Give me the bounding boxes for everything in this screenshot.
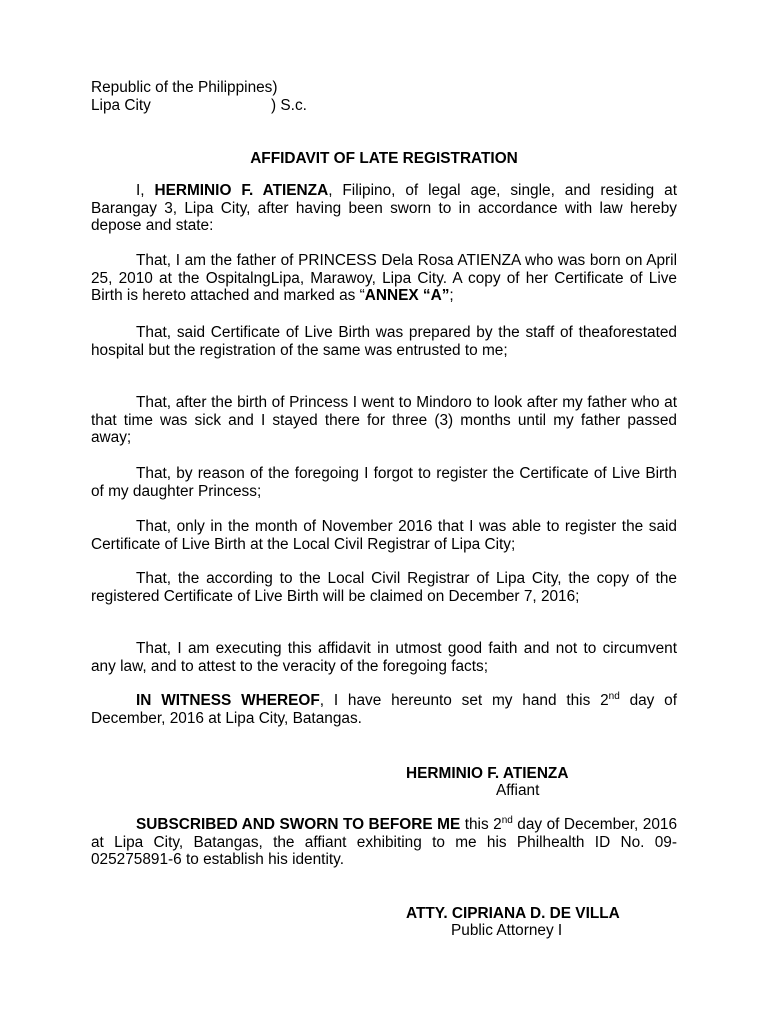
witness-paragraph <box>91 692 677 727</box>
intro-pre: I, <box>136 182 155 199</box>
witness-sup: nd <box>608 691 620 702</box>
father-end: ; <box>449 287 454 305</box>
paragraph-prepared: That, said Certificate of Live Birth was prepared by the staff of theaforestated hospital but the registration of the same was entrusted to me; <box>91 324 677 359</box>
paragraph-father <box>91 252 677 305</box>
paragraph-mindoro: That, after the birth of Princess I went to Mindoro to look after my father who at that time was sick and I stayed there for three (3) months until my father passed away; <box>91 394 677 447</box>
jurat-paragraph <box>91 816 677 869</box>
intro-paragraph <box>91 182 677 235</box>
paragraph-november: That, only in the month of November 2016 that I was able to register the said Certificate of Live Birth at the Local Civil Registrar of Lipa City; <box>91 518 677 553</box>
attorney-name: ATTY. CIPRIANA D. DE VILLA <box>406 905 620 922</box>
venue-sc: ) S.c. <box>271 97 307 114</box>
jurat-post: day of December, 2016 at Lipa City, Batangas, the affiant exhibiting to me his Philhealth ID No. 09-025275891-6 to establish his identity. <box>91 816 678 869</box>
affiant-role: Affiant <box>496 782 540 799</box>
witness-post: day of December, 2016 at Lipa City, Batangas. <box>91 692 678 727</box>
paragraph-forgot: That, by reason of the foregoing I forgot to register the Certificate of Live Birth of my daughter Princess; <box>91 465 677 500</box>
venue-city: Lipa City <box>91 97 151 114</box>
affiant-name-inline: HERMINIO F. ATIENZA <box>154 182 329 199</box>
venue-republic: Republic of the Philippines) <box>91 79 278 96</box>
intro-post: , Filipino, of legal age, single, and residing at Barangay 3, Lipa City, after having been sworn to in accordance with law hereby depose and state: <box>91 182 677 235</box>
paragraph-good-faith: That, I am executing this affidavit in utmost good faith and not to circumvent any law, and to attest to the veracity of the foregoing facts; <box>91 640 677 675</box>
paragraph-claim: That, the according to the Local Civil Registrar of Lipa City, the copy of the registered Certificate of Live Birth will be claimed on December 7, 2016; <box>91 570 677 605</box>
jurat-lead: SUBSCRIBED AND SWORN TO BEFORE ME <box>136 816 461 833</box>
annex-label: ANNEX “A” <box>364 287 450 305</box>
witness-lead: IN WITNESS WHEREOF <box>136 692 320 709</box>
jurat-pre: this 2 <box>460 816 502 833</box>
witness-pre: , I have hereunto set my hand this 2 <box>319 692 609 709</box>
affiant-signature-name: HERMINIO F. ATIENZA <box>406 765 569 782</box>
jurat-sup: nd <box>501 815 513 826</box>
document-title: AFFIDAVIT OF LATE REGISTRATION <box>250 150 518 167</box>
father-text: That, I am the father of PRINCESS Dela Rosa ATIENZA who was born on April 25, 2010 at the OspitalngLipa, Marawoy, Lipa City. A copy of her Certificate of Live Birth is hereto attached and marked as “ <box>91 252 677 305</box>
attorney-role: Public Attorney I <box>451 922 563 939</box>
